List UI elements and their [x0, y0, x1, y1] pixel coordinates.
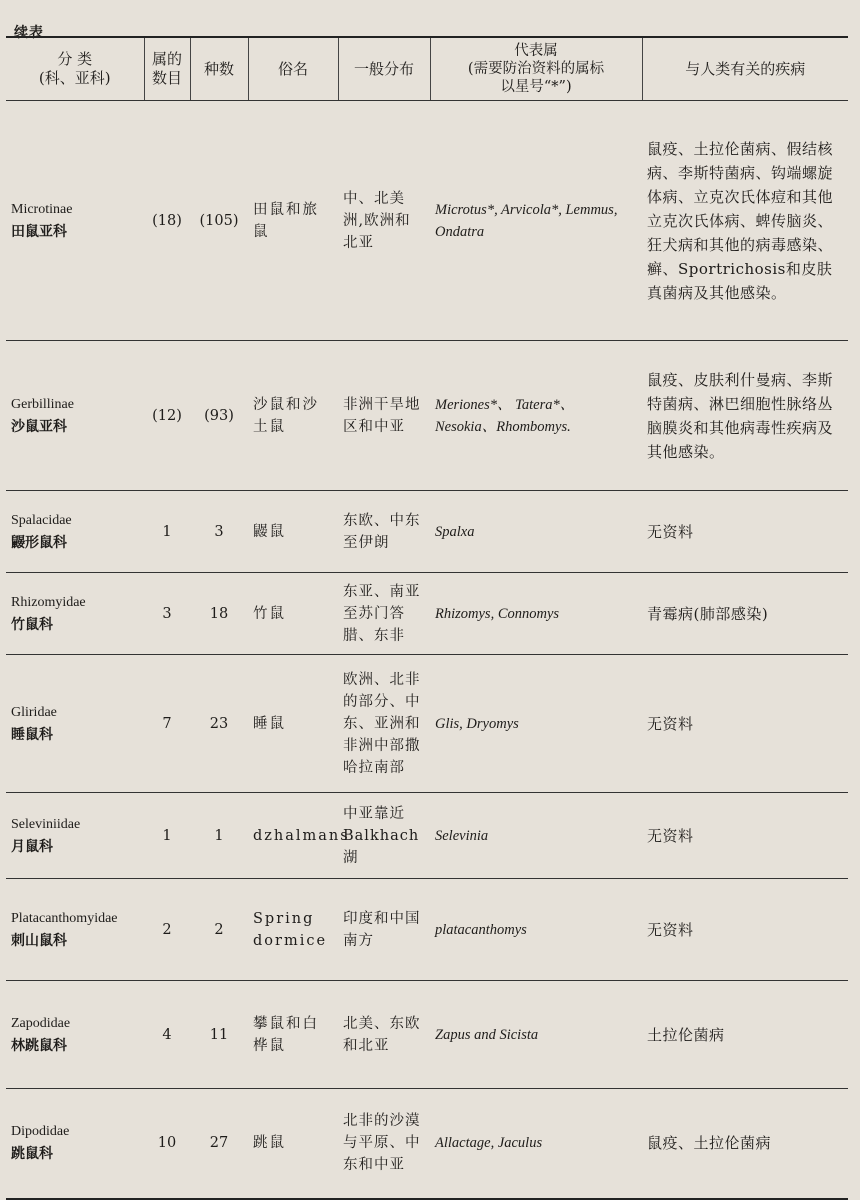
family-chinese-name: 刺山鼠科 — [11, 932, 67, 949]
table-row — [6, 573, 848, 655]
species-count-cell: 23 — [190, 655, 248, 793]
family-cell — [6, 655, 144, 793]
genera-count-cell: (18) — [144, 101, 190, 341]
distribution-cell: 东欧、中东至伊朗 — [338, 491, 430, 573]
table-row — [6, 341, 848, 491]
distribution-cell: 中亚靠近Balkhach湖 — [338, 793, 430, 879]
common-name-cell: 沙鼠和沙土鼠 — [248, 341, 338, 491]
diseases-cell: 无资料 — [642, 655, 848, 793]
family-chinese-name: 沙鼠亚科 — [11, 418, 67, 435]
genera-count-cell: 1 — [144, 793, 190, 879]
species-count-cell: 27 — [190, 1089, 248, 1199]
family-chinese-name: 鼹形鼠科 — [11, 534, 67, 551]
header-species-count: 种数 — [190, 37, 248, 101]
table-row — [6, 101, 848, 341]
family-chinese-name: 跳鼠科 — [11, 1146, 53, 1163]
genera-count-cell: 7 — [144, 655, 190, 793]
representative-genera-cell: Rhizomys, Connomys — [430, 573, 642, 655]
common-name-cell: 田鼠和旅鼠 — [248, 101, 338, 341]
table-row — [6, 1089, 848, 1199]
diseases-cell: 无资料 — [642, 491, 848, 573]
table-row — [6, 655, 848, 793]
species-count-cell: (93) — [190, 341, 248, 491]
table-row — [6, 879, 848, 981]
family-cell — [6, 491, 144, 573]
representative-genera-cell: Microtus*, Arvicola*, Lemmus, Ondatra — [430, 101, 642, 341]
header-genera-count: 属的 数目 — [144, 37, 190, 101]
genera-count-cell: 1 — [144, 491, 190, 573]
genera-count-cell: 2 — [144, 879, 190, 981]
family-chinese-name: 田鼠亚科 — [11, 223, 67, 240]
diseases-cell: 无资料 — [642, 793, 848, 879]
family-latin-name: Seleviniidae — [11, 816, 81, 832]
header-common-name: 俗名 — [248, 37, 338, 101]
table-row — [6, 981, 848, 1089]
header-family: 分 类 (科、亚科) — [6, 37, 144, 101]
diseases-cell: 鼠疫、皮肤利什曼病、李斯特菌病、淋巴细胞性脉络丛脑膜炎和其他病毒性疾病及其他感染。 — [642, 341, 848, 491]
representative-genera-cell: Allactage, Jaculus — [430, 1089, 642, 1199]
common-name-cell: dzhalmans — [248, 793, 338, 879]
distribution-cell: 北非的沙漠与平原、中东和中亚 — [338, 1089, 430, 1199]
table-row — [6, 793, 848, 879]
header-diseases: 与人类有关的疾病 — [642, 37, 848, 101]
genera-count-cell: (12) — [144, 341, 190, 491]
diseases-cell: 青霉病(肺部感染) — [642, 573, 848, 655]
family-latin-name: Gliridae — [11, 704, 57, 720]
family-cell — [6, 101, 144, 341]
representative-genera-cell: Selevinia — [430, 793, 642, 879]
family-chinese-name: 林跳鼠科 — [11, 1037, 67, 1054]
genera-count-cell: 3 — [144, 573, 190, 655]
diseases-cell: 鼠疫、土拉伦菌病 — [642, 1089, 848, 1199]
species-count-cell: 1 — [190, 793, 248, 879]
common-name-cell: 睡鼠 — [248, 655, 338, 793]
representative-genera-cell: Glis, Dryomys — [430, 655, 642, 793]
family-chinese-name: 睡鼠科 — [11, 726, 53, 743]
header-distribution: 一般分布 — [338, 37, 430, 101]
species-count-cell: (105) — [190, 101, 248, 341]
family-cell — [6, 573, 144, 655]
genera-count-cell: 10 — [144, 1089, 190, 1199]
common-name-cell: 跳鼠 — [248, 1089, 338, 1199]
distribution-cell: 东亚、南亚至苏门答腊、东非 — [338, 573, 430, 655]
family-latin-name: Spalacidae — [11, 512, 72, 528]
common-name-cell: Spring dormice — [248, 879, 338, 981]
header-representative-genera: 代表属 (需要防治资料的属标 以星号“*”) — [430, 37, 642, 101]
common-name-cell: 攀鼠和白桦鼠 — [248, 981, 338, 1089]
distribution-cell: 非洲干旱地区和中亚 — [338, 341, 430, 491]
family-latin-name: Rhizomyidae — [11, 594, 86, 610]
genera-count-cell: 4 — [144, 981, 190, 1089]
continued-label: 续表 — [14, 25, 44, 41]
family-cell — [6, 341, 144, 491]
family-cell — [6, 1089, 144, 1199]
family-cell — [6, 879, 144, 981]
species-count-cell: 18 — [190, 573, 248, 655]
distribution-cell: 欧洲、北非的部分、中东、亚洲和非洲中部撒哈拉南部 — [338, 655, 430, 793]
family-latin-name: Microtinae — [11, 201, 73, 217]
family-chinese-name: 竹鼠科 — [11, 616, 53, 633]
header-row — [6, 37, 848, 101]
representative-genera-cell: platacanthomys — [430, 879, 642, 981]
family-cell — [6, 793, 144, 879]
common-name-cell: 鼹鼠 — [248, 491, 338, 573]
table-row — [6, 491, 848, 573]
diseases-cell: 无资料 — [642, 879, 848, 981]
family-latin-name: Gerbillinae — [11, 396, 74, 412]
representative-genera-cell: Meriones*、 Tatera*、 Nesokia、Rhombomys. — [430, 341, 642, 491]
species-count-cell: 11 — [190, 981, 248, 1089]
diseases-cell: 土拉伦菌病 — [642, 981, 848, 1089]
family-latin-name: Zapodidae — [11, 1015, 71, 1031]
family-latin-name: Platacanthomyidae — [11, 910, 118, 926]
species-count-cell: 2 — [190, 879, 248, 981]
distribution-cell: 北美、东欧和北亚 — [338, 981, 430, 1089]
family-chinese-name: 月鼠科 — [11, 838, 53, 855]
representative-genera-cell: Zapus and Sicista — [430, 981, 642, 1089]
species-count-cell: 3 — [190, 491, 248, 573]
family-cell — [6, 981, 144, 1089]
common-name-cell: 竹鼠 — [248, 573, 338, 655]
family-latin-name: Dipodidae — [11, 1124, 70, 1140]
representative-genera-cell: Spalxa — [430, 491, 642, 573]
rodent-disease-table — [6, 36, 848, 1200]
distribution-cell: 中、北美洲,欧洲和北亚 — [338, 101, 430, 341]
diseases-cell: 鼠疫、土拉伦菌病、假结核病、李斯特菌病、钩端螺旋体病、立克次氏体痘和其他立克次氏体病、蜱传脑炎、狂犬病和其他的病毒感染、癣、Sportrichosis和皮肤真菌病及其他感染。 — [642, 101, 848, 341]
distribution-cell: 印度和中国南方 — [338, 879, 430, 981]
